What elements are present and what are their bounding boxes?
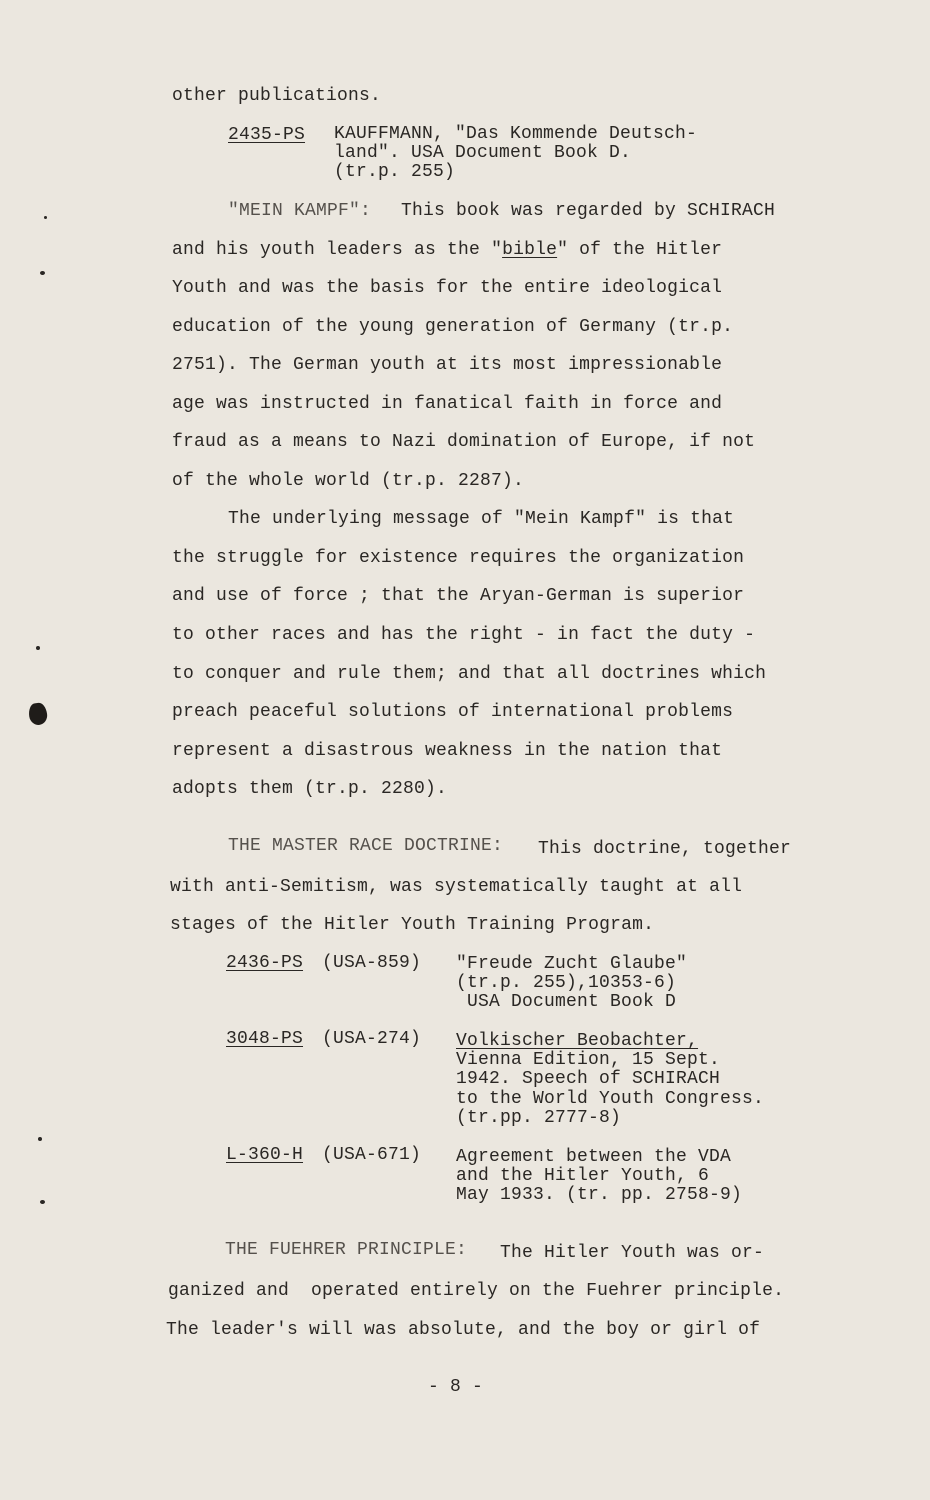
ref1-line: (tr.p. 255) bbox=[334, 162, 456, 182]
paragraph-line: the struggle for existence requires the organization bbox=[172, 548, 745, 568]
fuehrer-heading: THE FUEHRER PRINCIPLE: bbox=[225, 1240, 468, 1260]
paragraph-line: to conquer and rule them; and that all doctrines which bbox=[172, 664, 767, 684]
paragraph-line: The Hitler Youth was or- bbox=[500, 1243, 765, 1263]
paragraph-line: The leader's will was absolute, and the boy or girl of bbox=[166, 1320, 761, 1340]
paragraph-line: represent a disastrous weakness in the nation that bbox=[172, 741, 723, 761]
exhibit-desc: Agreement between the VDA bbox=[456, 1147, 732, 1167]
master-race-heading: THE MASTER RACE DOCTRINE: bbox=[228, 836, 504, 856]
margin-speck bbox=[40, 271, 45, 275]
paragraph-line: preach peaceful solutions of international problems bbox=[172, 702, 734, 722]
paragraph-line: The underlying message of "Mein Kampf" is that bbox=[228, 509, 735, 529]
exhibit-desc: 1942. Speech of SCHIRACH bbox=[456, 1069, 721, 1089]
exhibit-desc: Vienna Edition, 15 Sept. bbox=[456, 1050, 721, 1070]
mein-kampf-heading: "MEIN KAMPF": bbox=[228, 201, 372, 221]
paragraph-line: and use of force ; that the Aryan-German is superior bbox=[172, 586, 745, 606]
paragraph-line: This doctrine, together bbox=[538, 839, 792, 859]
paragraph-line: 2751). The German youth at its most impressionable bbox=[172, 355, 723, 375]
paragraph-line: age was instructed in fanatical faith in force and bbox=[172, 394, 723, 414]
exhibit-id: L-360-H bbox=[226, 1145, 304, 1165]
paragraph-line: ganized and operated entirely on the Fuehrer principle. bbox=[168, 1281, 785, 1301]
exhibit-desc: "Freude Zucht Glaube" bbox=[456, 954, 688, 974]
exhibit-desc: (tr.p. 255),10353-6) bbox=[456, 973, 677, 993]
margin-speck bbox=[44, 216, 47, 219]
margin-speck bbox=[38, 1137, 42, 1141]
ink-blot bbox=[28, 702, 49, 726]
continuation-line: other publications. bbox=[172, 86, 382, 106]
paragraph-line: to other races and has the right - in fact the duty - bbox=[172, 625, 756, 645]
exhibit-desc: and the Hitler Youth, 6 bbox=[456, 1166, 710, 1186]
bible-word: bible bbox=[502, 240, 558, 260]
ref1-line: KAUFFMANN, "Das Kommende Deutsch- bbox=[334, 124, 698, 144]
paragraph-line: and his youth leaders as the "bible" of the Hitler bbox=[172, 240, 723, 260]
exhibit-usa: (USA-274) bbox=[322, 1029, 422, 1049]
exhibit-id: 2436-PS bbox=[226, 953, 304, 973]
paragraph-line: Youth and was the basis for the entire ideological bbox=[172, 278, 723, 298]
exhibit-desc: to the World Youth Congress. bbox=[456, 1089, 765, 1109]
exhibit-usa: (USA-859) bbox=[322, 953, 422, 973]
exhibit-desc: May 1933. (tr. pp. 2758-9) bbox=[456, 1185, 743, 1205]
paragraph-line: This book was regarded by SCHIRACH bbox=[401, 201, 776, 221]
paragraph-line: fraud as a means to Nazi domination of Europe, if not bbox=[172, 432, 756, 452]
exhibit-title: Volkischer Beobachter, bbox=[456, 1031, 699, 1051]
margin-speck bbox=[36, 646, 40, 650]
exhibit-usa: (USA-671) bbox=[322, 1145, 422, 1165]
paragraph-line: adopts them (tr.p. 2280). bbox=[172, 779, 448, 799]
paragraph-line: with anti-Semitism, was systematically taught at all bbox=[170, 877, 743, 897]
page-number: - 8 - bbox=[428, 1377, 484, 1397]
exhibit-id: 3048-PS bbox=[226, 1029, 304, 1049]
paragraph-line: education of the young generation of Germany (tr.p. bbox=[172, 317, 734, 337]
ref1-line: land". USA Document Book D. bbox=[334, 143, 632, 163]
paragraph-line: of the whole world (tr.p. 2287). bbox=[172, 471, 525, 491]
exhibit-desc: (tr.pp. 2777-8) bbox=[456, 1108, 622, 1128]
ref1-id: 2435-PS bbox=[228, 125, 306, 145]
exhibit-desc: USA Document Book D bbox=[456, 992, 677, 1012]
margin-speck bbox=[40, 1200, 45, 1204]
paragraph-line: stages of the Hitler Youth Training Program. bbox=[170, 915, 655, 935]
